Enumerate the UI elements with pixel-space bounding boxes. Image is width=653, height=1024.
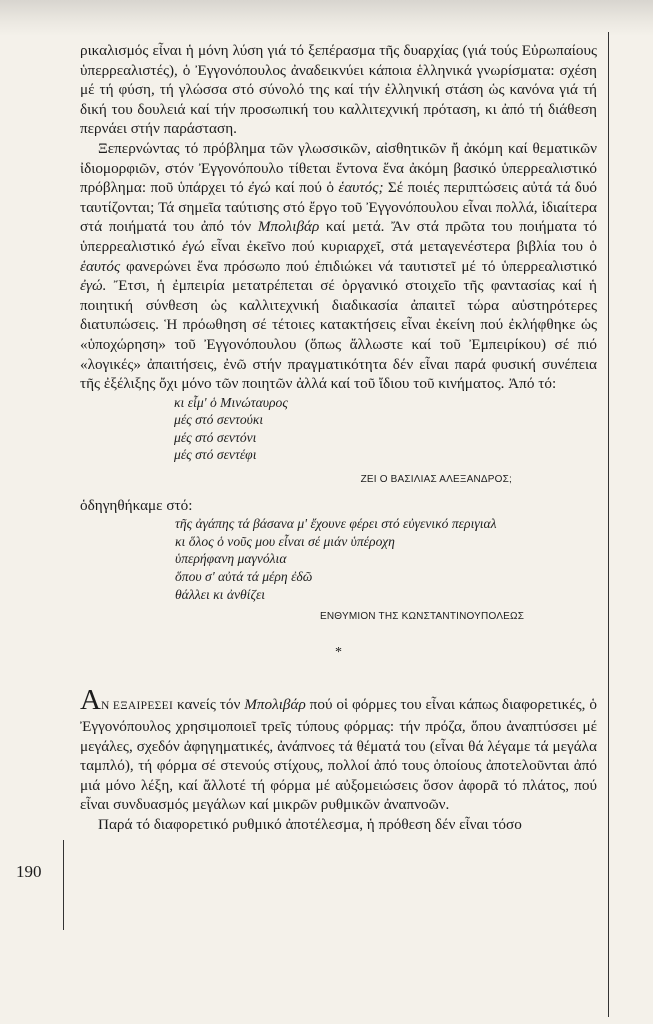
poem-excerpt-2 [175,515,597,603]
text-column [80,41,597,835]
poem-line: κι εἶμ' ὁ Μινώταυρος [174,394,288,410]
poem-line: τῆς ἀγάπης τά βάσανα μ' ἔχουνε φέρει στό εὐγενικό περιγιαλ [175,516,497,532]
paragraph-4: Παρά τό διαφορετικό ρυθμικό ἀποτέλεσμα, ἡ πρόθεση δέν εἶναι τόσο [98,815,522,833]
paragraph-1: ρικαλισμός εἶναι ἡ μόνη λύση γιά τό ξεπέρασμα τῆς δυαρχίας (γιά τούς Εὐρωπαίους ὑπερρεαλιστές), ὁ Ἐγγονόπουλος ἀναδεικνύει κάποια ἑλληνικά γνωρίσματα: σχέση μέ τή φύση, τή γλώσσα στό σύνολό της καί τήν ἐλληνική στάση ὡς κανόνα γιά τή δική του δουλειά καί τήν προσωπική του καλλιτεχνική πρόταση, κι ἀπό τή διάθεση περνάει στήν παράσταση. [80,42,597,138]
page-number: 190 [16,862,42,881]
section-separator: * [335,644,342,660]
poem-source-2: ΕΝΘΥΜΙΟΝ ΤΗΣ ΚΩΝΣΤΑΝΤΙΝΟΥΠΟΛΕΩΣ [320,611,525,623]
poem-excerpt-1 [174,394,597,464]
poem-line: μές στό σεντόνι [174,429,257,445]
poem-source-1: ΖΕΙ Ο ΒΑΣΙΛΙΑΣ ΑΛΕΞΑΝΔΡΟΣ; [360,474,512,486]
right-margin-rule [608,32,609,1017]
scan-top-edge [0,0,653,36]
poem-line: θάλλει κι ἀνθίζει [175,586,266,602]
poem-line: κι ὅλος ὁ νοῦς μου εἶναι σέ μιάν ὑπέροχη [175,533,395,549]
left-margin-rule [63,840,64,930]
paragraph-2: Ξεπερνώντας τό πρόβλημα τῶν γλωσσικῶν, αἰσθητικῶν ἤ ἀκόμη καί θεματικῶν ἰδιομορφιῶν, στόν Ἐγγονόπουλο τίθεται ἔντονα ἕνα ἀκόμη βασικό ὑπερρεαλιστικό πρόβλημα: ποῦ ὑπάρχει τό ἐγώ καί πού ὁ ἑαυτός; Σέ ποιές περιπτώσεις αὐτά τά δυό ταυτίζονται; Τά σημεῖα ταύτισης στό ἔργο τοῦ Ἐγγονόπουλου εἶναι πολλά, ἰδιαίτερα στά ποιήματά του ἀπό τόν Μπολιβάρ καί μετά. Ἄν στά πρῶτα του ποιήματα τό ὑπερρεαλιστικό ἐγώ εἶναι ἐκεῖνο πού κυριαρχεῖ, στά μεταγενέστερα βιβλία του ὁ ἑαυτός φανερώνει ἕνα πρόσωπο πού ἐπιδιώκει νά ταυτιστεῖ μέ τό ὑπερρεαλιστικό ἐγώ. Ἔτσι, ἡ ἐμπειρία μετατρέπεται σέ ὀργανικό στοιχεῖο τῆς φαντασίας καί ἡ ποιητική σύνθεση ὡς καλλιτεχνική διαδικασία ἀπαιτεῖ τώρα αὐστηρότερες διατυπώσεις. Ἡ πρόωθηση σέ τέτοιες κατακτήσεις εἶναι ἐκείνη πού ἐκλήφθηκε ὡς «ὑποχώρηση» τοῦ Ἐγγονόπουλου (ὅπως ἄλλωστε καί τοῦ Ἐμπειρίκου) σέ πιό «λογικές» ἀπαιτήσεις, ἐνῶ στήν πραγματικότητα δέν εἶναι παρά φυσική συνέπεια τῆς ἐξέλιξης ὄχι μόνο τῶν ποιητῶν ἀλλά καί τοῦ ἴδιου τοῦ κινήματος. Ἀπό τό: [80,139,597,393]
poem-line: ὑπερήφανη μαγνόλια [175,551,287,567]
transition-line: ὁδηγηθήκαμε στό: [80,496,193,514]
poem-line: μές στό σεντέφι [174,447,257,463]
paragraph-3: ΑΝ ΕΞΑΙΡΕΣΕΙ κανείς τόν Μπολιβάρ πού οἱ φόρμες του εἶναι κάπως διαφορετικές, ὁ Ἐγγονόπουλος χρησιμοποιεῖ τρεῖς τύπους φόρμας: τήν πρόζα, ὅπου ἀναπτύσσει μέ μεγάλες, σχεδόν ἀφηγηματικές, ἀνάπνοες τά θέματά του (εἶναι θά λέγαμε τά μεγάλα ταμπλό), τή φόρμα σέ στενούς στίχους, πολλοί ἀπό τους ὁποίους ἀποτελοῦνται ἀπό μιά μόνο λέξη, καί ἄλλοτέ τή φόρμα μέ αὐξομειώσεις ὅσον ἀφορᾶ τό πλάτος, πού εἶναι συνδυασμός μεγάλων καί μικρῶν ρυθμικῶν ἀναπνοῶν. [80,684,597,814]
poem-line: μές στό σεντούκι [174,412,264,428]
poem-line: ὅπου σ' αὐτά τά μέρη ἐδῶ [175,569,313,585]
drop-cap: Α [80,684,101,717]
